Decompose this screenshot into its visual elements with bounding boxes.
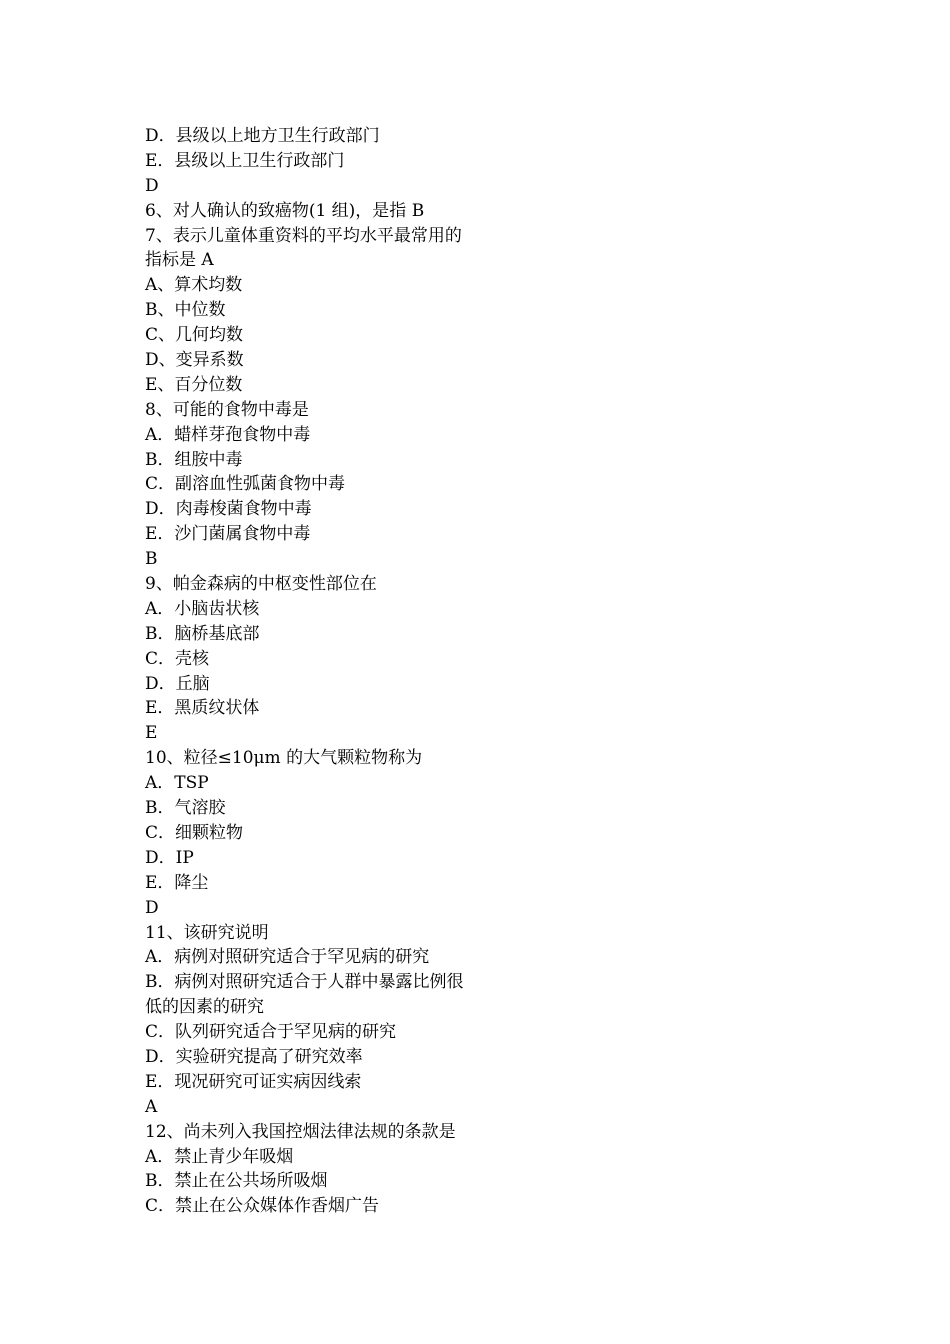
option-line: D、变异系数 [145,350,244,371]
option-line: E．沙门菌属食物中毒 [145,524,311,545]
answer-line: D [145,175,159,196]
option-line: A、算术均数 [145,275,243,296]
option-line: A．禁止青少年吸烟 [145,1146,294,1167]
text-line: 低的因素的研究 [145,997,264,1018]
option-line: B、中位数 [145,300,226,321]
text-line: D．县级以上地方卫生行政部门 [145,126,380,146]
option-line: E、百分位数 [145,374,243,395]
option-line: A．小脑齿状核 [145,598,260,619]
answer-line: E [145,723,158,744]
option-line: B．脑桥基底部 [145,623,260,644]
option-line: A．TSP [145,773,209,794]
text-line: E．县级以上卫生行政部门 [145,150,345,171]
option-line: C．队列研究适合于罕见病的研究 [145,1022,397,1043]
option-line: D．丘脑 [145,673,210,694]
question-11: 11、该研究说明 [145,922,269,943]
answer-line: B [145,549,158,570]
text-line: 指标是 A [145,250,214,271]
option-line: C．细颗粒物 [145,822,244,843]
answer-line: D [145,897,159,918]
option-line: A．病例对照研究适合于罕见病的研究 [145,947,430,968]
question-7: 7、表示儿童体重资料的平均水平最常用的 [145,225,462,246]
option-line: D．实验研究提高了研究效率 [145,1046,363,1067]
option-line: C、几何均数 [145,325,244,346]
option-line: B．禁止在公共场所吸烟 [145,1171,328,1192]
document-body [145,124,515,1219]
option-line: E．降尘 [145,872,209,893]
option-line: C．副溶血性弧菌食物中毒 [145,474,346,495]
question-8: 8、可能的食物中毒是 [145,399,309,420]
option-line: A．蜡样芽孢食物中毒 [145,424,311,445]
question-9: 9、帕金森病的中枢变性部位在 [145,574,377,595]
option-line: B．组胺中毒 [145,449,243,470]
option-line: D．肉毒梭菌食物中毒 [145,499,312,520]
option-line: B．气溶胶 [145,798,226,819]
answer-line: A [145,1096,158,1117]
option-line: D．IP [145,847,194,868]
question-10: 10、粒径≤10μm 的大气颗粒物称为 [145,748,423,769]
option-line: C．壳核 [145,648,210,669]
option-line: B．病例对照研究适合于人群中暴露比例很 [145,972,464,993]
option-line: E．现况研究可证实病因线索 [145,1071,362,1092]
option-line: C．禁止在公众媒体作香烟广告 [145,1196,380,1217]
question-6: 6、对人确认的致癌物(1 组)，是指 B [145,200,425,221]
option-line: E．黑质纹状体 [145,698,260,719]
question-12: 12、尚未列入我国控烟法律法规的条款是 [145,1121,456,1142]
